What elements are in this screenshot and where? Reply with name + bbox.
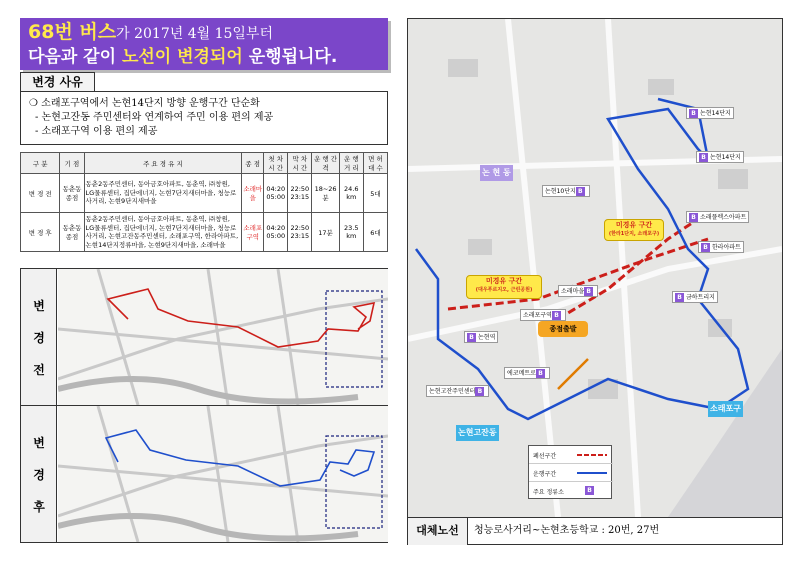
before-char: 전: [33, 363, 45, 377]
stop-ecometro: [504, 367, 550, 379]
table-header: 운 행 거 리: [339, 153, 363, 174]
bus-stop-icon: B: [701, 243, 710, 252]
title-date: 가 2017년 4월 15일부터: [116, 26, 273, 42]
detail-map: [408, 19, 782, 517]
legend-stop-label: 주요 정류소: [533, 489, 564, 496]
table-header: 기 점: [60, 153, 84, 174]
stop-name: 논현10단지: [545, 188, 576, 195]
unchanged-title-1: 미경유 구간: [485, 277, 523, 285]
stop-nonhyeon14-2: [696, 151, 744, 163]
circle-bullet-icon: ❍: [29, 98, 42, 109]
table-header: 주 요 경 유 지: [84, 153, 242, 174]
stop-name: 에코메트로: [507, 370, 536, 377]
after-char: 변: [33, 436, 45, 450]
row-end: 소래마을: [242, 174, 264, 213]
table-header: 종 점: [242, 153, 264, 174]
stop-name: 금하트리지: [686, 294, 715, 301]
stop-name: 논현고잔주민센터: [429, 388, 476, 395]
stop-halla-apt: [698, 241, 744, 253]
stop-name: 한라아파트: [712, 244, 741, 251]
before-char: 경: [33, 331, 45, 345]
unchanged-sub-2: (한라1단지, 소래포구): [608, 231, 660, 237]
reason-line1: 소래포구역에서 논현14단지 방향 운행구간 단순화: [41, 98, 260, 109]
bus-stop-icon: B: [585, 486, 594, 495]
detail-map-panel: [407, 18, 783, 545]
after-char: 후: [33, 500, 45, 514]
alternate-route-text: 청능로사거리~논현초등학교 : 20번, 27번: [474, 525, 660, 536]
alternate-route-footer: [408, 517, 782, 544]
area-label-soraepogu: 소래포구: [708, 401, 743, 417]
legend-running: [529, 464, 613, 482]
table-row: [21, 174, 388, 213]
area-label-gojan: 논현고잔동: [456, 425, 499, 441]
row-type: 변 경 후: [21, 213, 60, 252]
unchanged-section-1: [466, 275, 542, 299]
bus-stop-icon: B: [576, 187, 585, 196]
before-map-panel: [20, 268, 388, 406]
legend-abolished-swatch: [577, 452, 607, 458]
bus-stop-icon: B: [689, 109, 698, 118]
bus-stop-icon: B: [467, 333, 476, 342]
stop-sorae-village: [558, 285, 598, 297]
row-distance: 23.5 km: [339, 213, 363, 252]
map-legend: [528, 445, 612, 499]
table-header: 첫 차 시 간: [264, 153, 288, 174]
table-header: 구 분: [21, 153, 60, 174]
stop-name: 논현역: [478, 334, 496, 341]
bus-stop-icon: B: [475, 387, 484, 396]
row-last: 22:50 23:15: [288, 213, 312, 252]
stop-soraepogu-station: [520, 309, 566, 321]
row-route: 동춘2동주민센터, 동아금호아파트, 동춘역, ㈜창원, LG물류센터, 집단에너지, 논현7단지새터마을, 청능로사거리, 논현9단지새마을: [84, 174, 242, 213]
row-first: 04:20 05:00: [264, 213, 288, 252]
after-map-panel: [20, 405, 388, 543]
after-side-label: [21, 406, 57, 542]
title-line2-c: 운행됩니다.: [242, 47, 338, 67]
reason-line3: - 소래포구역 이용 편의 제공: [35, 126, 158, 137]
bus-stop-icon: B: [675, 293, 684, 302]
after-char: 경: [33, 468, 45, 482]
unchanged-title-2: 미경유 구간: [615, 221, 653, 229]
stop-name: 논현14단지: [710, 154, 741, 161]
bus-stop-icon: B: [699, 153, 708, 162]
bus-stop-icon: B: [584, 287, 593, 296]
before-char: 변: [33, 299, 45, 313]
stop-plex-apt: [686, 211, 749, 223]
detail-map-svg: [408, 19, 782, 517]
before-map: [58, 269, 387, 405]
stop-gojan-center: [426, 385, 489, 397]
stop-name: 소래마을: [561, 288, 585, 295]
reason-line2: - 논현고잔동 주민센터와 연계하여 주민 이용 편의 제공: [35, 112, 274, 123]
row-start: 동춘동 종점: [60, 213, 84, 252]
stop-nonhyeon10: [542, 185, 590, 197]
unchanged-sub-1: (대우푸르지오, 근린공원): [475, 287, 533, 293]
alternate-route-label: 대체노선: [408, 518, 468, 545]
stop-name: 논현14단지: [700, 110, 731, 117]
before-map-svg: [58, 269, 388, 405]
row-interval: 18~26분: [312, 174, 339, 213]
table-header: 면 허 대 수: [363, 153, 387, 174]
row-last: 22:50 23:15: [288, 174, 312, 213]
row-count: 5대: [363, 174, 387, 213]
notice-title: [20, 18, 388, 70]
legend-running-label: 운행구간: [533, 471, 557, 478]
reason-tag: 변경 사유: [20, 72, 95, 92]
row-count: 6대: [363, 213, 387, 252]
before-side-label: [21, 269, 57, 405]
stop-nonhyeon14-1: [686, 107, 734, 119]
after-map: [58, 406, 387, 542]
bus-stop-icon: B: [536, 369, 545, 378]
row-route: 동춘2동주민센터, 동아금호아파트, 동춘역, ㈜창원, LG물류센터, 집단에너지, 논현7단지새터마을, 청능로사거리, 논현고잔동주민센터, 소래포구역, 한라아파트, 논현14단지정류마을, 논현9단지새마을, 소래마을: [84, 213, 242, 252]
stop-name: 소래플렉스아파트: [700, 214, 747, 221]
table-row: [21, 213, 388, 252]
unchanged-section-2: [604, 219, 664, 241]
row-distance: 24.6 km: [339, 174, 363, 213]
bus-stop-icon: B: [552, 311, 561, 320]
bus-stop-icon: B: [689, 213, 698, 222]
legend-running-swatch: [577, 470, 607, 476]
row-interval: 17분: [312, 213, 339, 252]
legend-stop: [529, 482, 613, 500]
area-label-nonhyeon: 논 현 동: [480, 165, 513, 181]
row-start: 동춘동 종점: [60, 174, 84, 213]
depart-label: 종점출발: [538, 321, 588, 337]
legend-abolished-label: 폐선구간: [533, 453, 557, 460]
reason-box: [20, 91, 388, 145]
row-end: 소래포구역: [242, 213, 264, 252]
stop-geumha: [672, 291, 718, 303]
legend-abolished: [529, 446, 613, 464]
title-bus-number: 68번 버스: [28, 21, 117, 43]
stop-nonhyeon-station: [464, 331, 498, 343]
route-table: [20, 152, 388, 252]
row-type: 변 경 전: [21, 174, 60, 213]
table-header: 운 행 간 격: [312, 153, 339, 174]
table-header-row: [21, 153, 388, 174]
title-line2-a: 다음과 같이: [28, 47, 122, 67]
after-map-svg: [58, 406, 388, 542]
title-highlight: 노선이 변경되어: [121, 47, 243, 67]
table-header: 막 차 시 간: [288, 153, 312, 174]
stop-name: 소래포구역: [523, 312, 552, 319]
row-first: 04:20 05:00: [264, 174, 288, 213]
